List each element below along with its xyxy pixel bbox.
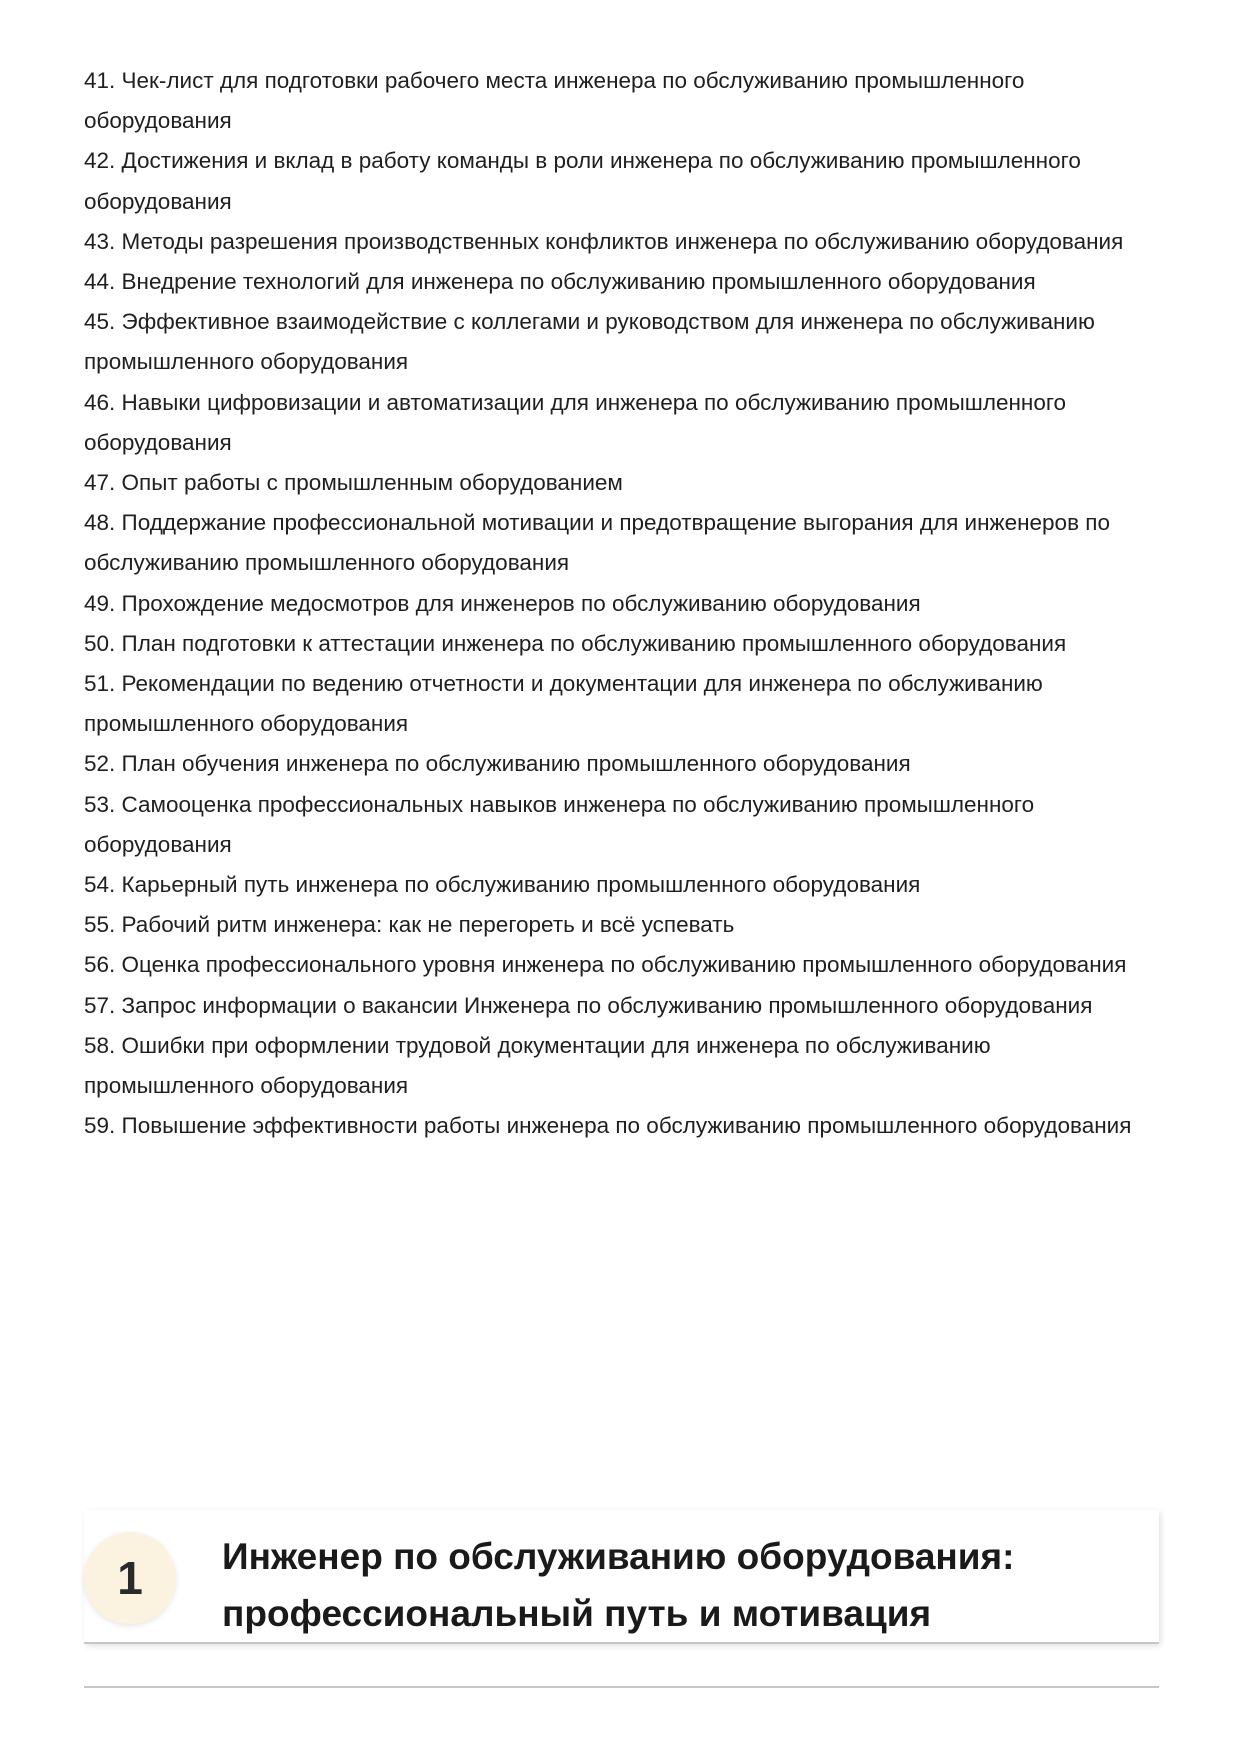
toc-item: 58. Ошибки при оформлении трудовой документации для инженера по обслуживанию промышленного оборудования: [84, 1032, 991, 1099]
toc-item: 55. Рабочий ритм инженера: как не перегореть и всё успевать: [84, 912, 735, 938]
toc-item: 43. Методы разрешения производственных конфликтов инженера по обслуживанию оборудования: [84, 228, 1124, 254]
section-title: Инженер по обслуживанию оборудования: профессиональный путь и мотивация: [222, 1536, 1015, 1634]
toc-item: 59. Повышение эффективности работы инженера по обслуживанию промышленного оборудования: [84, 1113, 1132, 1139]
toc-item: 48. Поддержание профессиональной мотивации и предотвращение выгорания для инженеров по обслуживанию промышленного оборудования: [84, 510, 1110, 576]
toc-item: 49. Прохождение медосмотров для инженеров по обслуживанию оборудования: [84, 590, 921, 616]
table-of-contents: [84, 61, 1164, 1146]
toc-item: 57. Запрос информации о вакансии Инженера по обслуживанию промышленного оборудования: [84, 992, 1093, 1018]
divider: [84, 1686, 1159, 1688]
toc-item: 44. Внедрение технологий для инженера по обслуживанию промышленного оборудования: [84, 269, 1036, 295]
toc-item: 46. Навыки цифровизации и автоматизации для инженера по обслуживанию промышленного оборудования: [84, 389, 1067, 455]
toc-item: 50. План подготовки к аттестации инженера по обслуживанию промышленного оборудования: [84, 630, 1067, 656]
toc-item: 47. Опыт работы с промышленным оборудованием: [84, 470, 623, 496]
toc-item: 42. Достижения и вклад в работу команды в роли инженера по обслуживанию промышленного оборудования: [84, 148, 1081, 214]
toc-item: 45. Эффективное взаимодействие с коллегами и руководством для инженера по обслуживанию промышленного оборудования: [84, 309, 1095, 375]
toc-item: 41. Чек-лист для подготовки рабочего места инженера по обслуживанию промышленного оборудования: [84, 68, 1025, 134]
section-header: [84, 1510, 1159, 1644]
section-number-badge: 1: [84, 1532, 176, 1624]
toc-item: 52. План обучения инженера по обслуживанию промышленного оборудования: [84, 751, 911, 777]
toc-item: 53. Самооценка профессиональных навыков инженера по обслуживанию промышленного оборудования: [84, 791, 1035, 857]
toc-item: 56. Оценка профессионального уровня инженера по обслуживанию промышленного оборудования: [84, 952, 1127, 978]
toc-item: 51. Рекомендации по ведению отчетности и документации для инженера по обслуживанию промышленного оборудования: [84, 671, 1043, 737]
toc-item: 54. Карьерный путь инженера по обслуживанию промышленного оборудования: [84, 872, 921, 898]
